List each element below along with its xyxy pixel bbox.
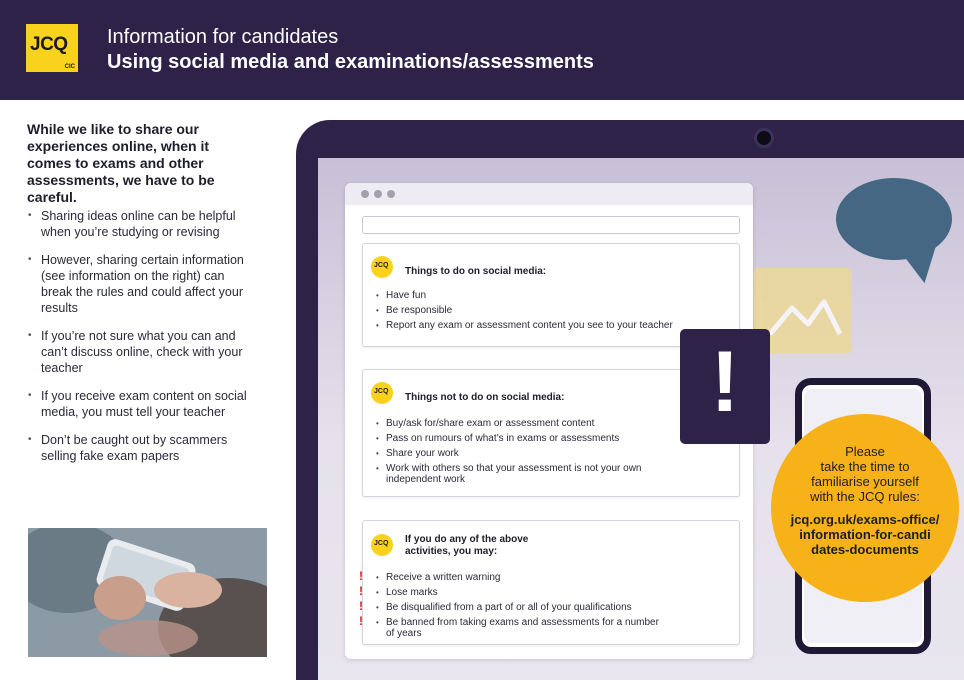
warning-icon: • ! [359,569,363,583]
card-item: • Report any exam or assessment content you see to your teacher [374,320,674,331]
jcq-badge-icon: JCQ [371,382,393,404]
card-item: • Have fun [374,290,674,301]
advice-item: • However, sharing certain information (see information on the right) can break the rules and could affect your results [28,252,258,316]
card-item: • ! Be banned from taking exams and assessments for a number of years [374,617,669,639]
card-item: • Pass on rumours of what’s in exams or assessments [374,433,664,444]
callout-link[interactable]: information-for-candi [799,527,931,542]
logo-sub: CIC [64,64,75,70]
card-list [374,290,674,335]
header-banner [0,0,964,100]
card-item: • Work with others so that your assessment is not your own independent work [374,463,664,485]
logo-text: JCQ [30,34,68,55]
card-list [359,569,669,643]
advice-item: • Sharing ideas online can be helpful when you’re studying or revising [28,208,258,240]
card-title: If you do any of the above activities, you may: [405,534,529,557]
window-dot-icon [374,190,382,198]
intro-text: While we like to share our experiences online, when it comes to exams and other assessments, we have to be careful. [27,121,215,205]
card-item: • ! Lose marks [374,587,669,598]
card-list [374,418,664,489]
advice-item: • If you’re not sure what you can and can’t discuss online, check with your teacher [28,328,258,376]
window-dot-icon [361,190,369,198]
card-item: • Be responsible [374,305,674,316]
advice-list [28,208,258,476]
card-item: • ! Receive a written warning [374,572,669,583]
alert-icon: ! [680,329,770,444]
card-title: Things to do on social media: [405,266,547,277]
callout-link[interactable]: jcq.org.uk/exams-office/ [790,512,940,527]
camera-icon [754,128,774,148]
card-consequences [359,520,740,645]
phone-photo [28,528,267,657]
callout-link[interactable]: dates-documents [811,542,919,557]
advice-item: • If you receive exam content on social media, you must tell your teacher [28,388,258,420]
callout-circle [771,414,959,602]
jcq-badge-icon: JCQ [371,256,393,278]
callout-line: familiarise yourself [811,474,919,489]
callout-line: take the time to [820,459,910,474]
page-subtitle: Information for candidates [107,26,339,48]
card-item: • Share your work [374,448,664,459]
phone-photo-illustration [28,528,267,657]
browser-titlebar [345,183,753,205]
card-title: Things not to do on social media: [405,392,565,403]
window-dot-icon [387,190,395,198]
advice-item: • Don’t be caught out by scammers selling fake exam papers [28,432,258,464]
warning-icon: • ! [359,584,363,598]
callout-line: Please [845,444,885,459]
warning-icon: • ! [359,614,363,628]
address-bar [362,216,740,234]
card-item: • ! Be disqualified from a part of or all of your qualifications [374,602,669,613]
jcq-logo [26,24,78,72]
callout-line: with the JCQ rules: [810,489,920,504]
jcq-badge-icon: JCQ [371,534,393,556]
page-title: Using social media and examinations/assessments [107,51,594,73]
warning-icon: • ! [359,599,363,613]
card-item: • Buy/ask for/share exam or assessment content [374,418,664,429]
